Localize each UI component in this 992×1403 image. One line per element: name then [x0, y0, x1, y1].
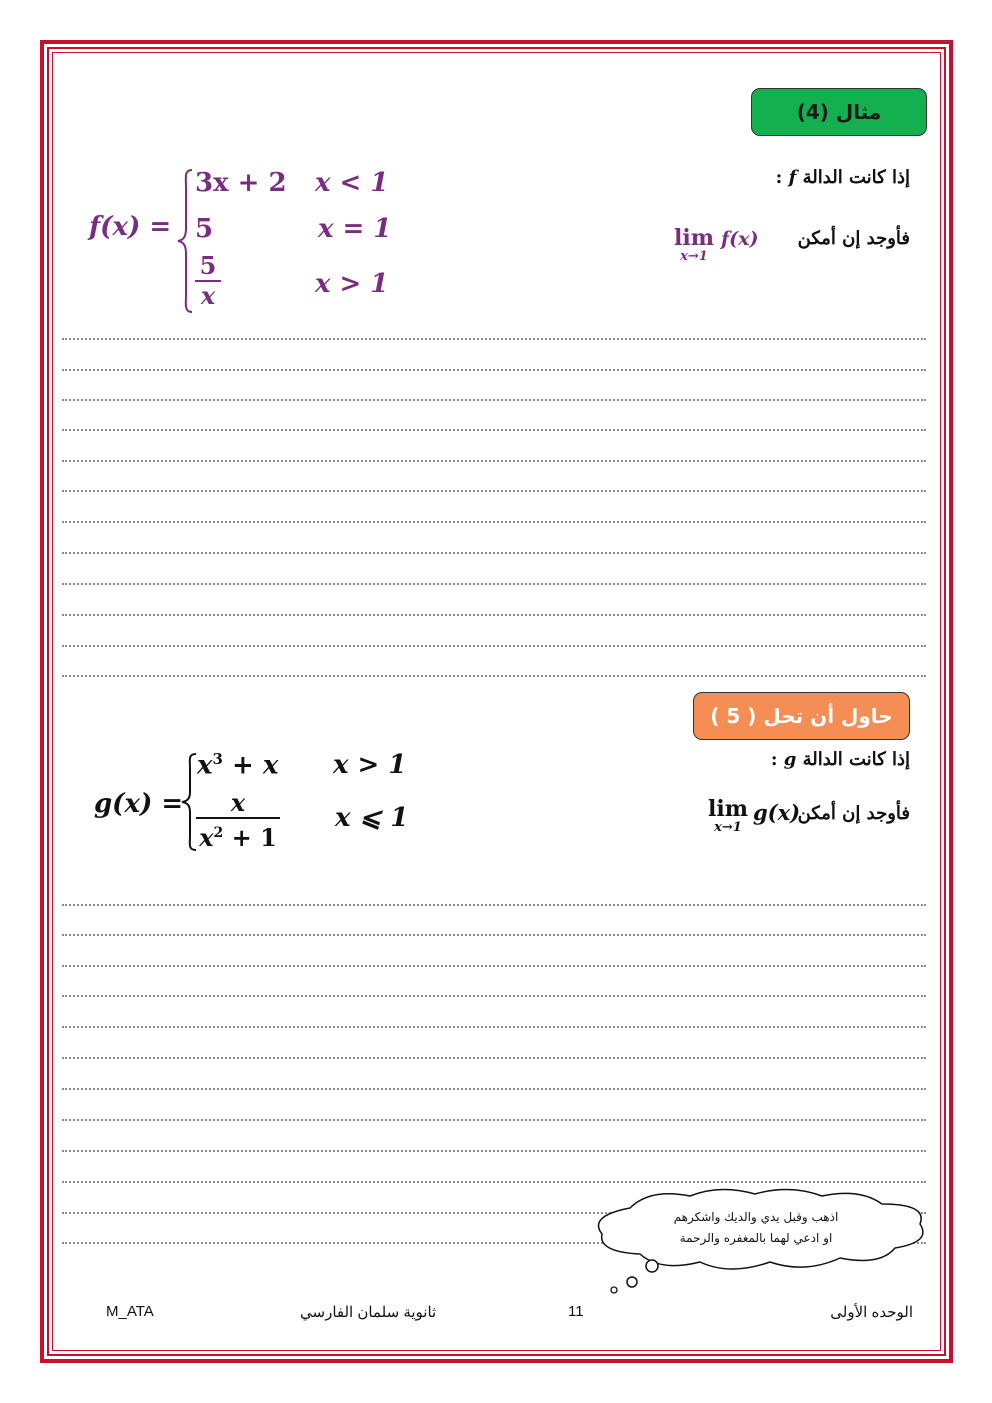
example-4-given-colon: : [775, 167, 783, 188]
answer-line[interactable] [62, 934, 926, 936]
answer-line[interactable] [62, 995, 926, 997]
example-4-badge-label: مثال (4) [796, 100, 882, 124]
answer-line[interactable] [62, 904, 926, 906]
example-4-given [776, 167, 910, 188]
example-4-case-3-fraction [195, 252, 221, 310]
try-5-case-2-den-base: x [199, 823, 214, 852]
answer-line[interactable] [62, 1088, 926, 1090]
answer-line[interactable] [62, 399, 926, 401]
try-5-case-2-num: x [230, 788, 246, 817]
thought-cloud-line-2: او ادعي لهما بالمغفره والرحمة [679, 1231, 833, 1245]
try-5-lim-word: lim [708, 796, 748, 822]
answer-line[interactable] [62, 490, 926, 492]
example-4-lim-word: lim [674, 225, 714, 251]
try-5-find-text: فأوجد إن أمكن [797, 803, 910, 824]
try-5-lim-sub: x→1 [714, 820, 742, 835]
answer-line[interactable] [62, 614, 926, 616]
footer-author: M_ATA [106, 1303, 154, 1320]
answer-line[interactable] [62, 1057, 926, 1059]
answer-line[interactable] [62, 1026, 926, 1028]
thought-cloud-line-1: اذهب وقبل يدي والديك واشكرهم [673, 1210, 839, 1224]
try-5-case-1-expr [197, 750, 278, 781]
example-4-case-1-cond: x < 1 [315, 168, 389, 198]
try-5-given-var: g [783, 749, 797, 770]
example-4-case-2-cond: x = 1 [318, 214, 392, 244]
example-4-case-3-cond: x > 1 [315, 269, 389, 299]
answer-line[interactable] [62, 552, 926, 554]
answer-line[interactable] [62, 1119, 926, 1121]
example-4-case-3-den: x [195, 280, 221, 310]
try-5-case-1-rest: + x [222, 750, 279, 781]
try-5-case-2-fraction [196, 788, 280, 852]
try-5-lhs: g(x) = [94, 789, 184, 819]
example-4-find-text: فأوجد إن أمكن [797, 228, 910, 249]
answer-line[interactable] [62, 645, 926, 647]
try-5-badge-label: حاول أن تحل ( 5 ) [710, 704, 893, 728]
answer-line[interactable] [62, 429, 926, 431]
example-4-find [798, 228, 910, 249]
answer-line[interactable] [62, 583, 926, 585]
example-4-case-1-expr: 3x + 2 [195, 168, 287, 198]
try-5-badge [693, 692, 910, 740]
example-4-brace [176, 168, 196, 314]
try-5-case-2-den-exp: 2 [213, 825, 224, 841]
example-4-lhs: f(x) = [89, 212, 172, 242]
answer-line[interactable] [62, 675, 926, 677]
example-4-given-var: f [788, 167, 797, 188]
example-4-lim-func: f(x) [721, 228, 759, 250]
answer-line[interactable] [62, 460, 926, 462]
try-5-case-1-cond: x > 1 [333, 750, 407, 780]
try-5-find [798, 803, 910, 824]
footer-school: ثانوية سلمان الفارسي [300, 1304, 437, 1321]
try-5-case-1-exp: 3 [212, 750, 223, 768]
answer-line[interactable] [62, 965, 926, 967]
try-5-case-2-den-rest: + 1 [223, 823, 277, 852]
answer-line[interactable] [62, 521, 926, 523]
answer-line[interactable] [62, 1181, 926, 1183]
try-5-case-2-den [196, 817, 280, 852]
example-4-badge [751, 88, 927, 136]
example-4-case-3-num: 5 [199, 251, 217, 280]
answer-line[interactable] [62, 338, 926, 340]
try-5-given-colon: : [770, 749, 778, 770]
example-4-lim-sub: x→1 [680, 249, 708, 264]
try-5-given-text: إذا كانت الدالة [802, 749, 910, 770]
example-4-limit [672, 226, 716, 264]
thought-cloud-text [606, 1207, 906, 1249]
answer-line[interactable] [62, 369, 926, 371]
try-5-lim-func: g(x) [753, 800, 801, 825]
try-5-given [771, 749, 910, 770]
example-4-given-text: إذا كانت الدالة [802, 167, 910, 188]
example-4-case-2-expr: 5 [195, 214, 214, 244]
answer-line[interactable] [62, 1150, 926, 1152]
try-5-case-2-cond: x ⩽ 1 [335, 803, 409, 833]
footer-page-number: 11 [568, 1303, 584, 1320]
try-5-case-1-base: x [197, 750, 213, 781]
footer-unit: الوحده الأولى [830, 1304, 913, 1321]
try-5-limit [706, 797, 750, 835]
